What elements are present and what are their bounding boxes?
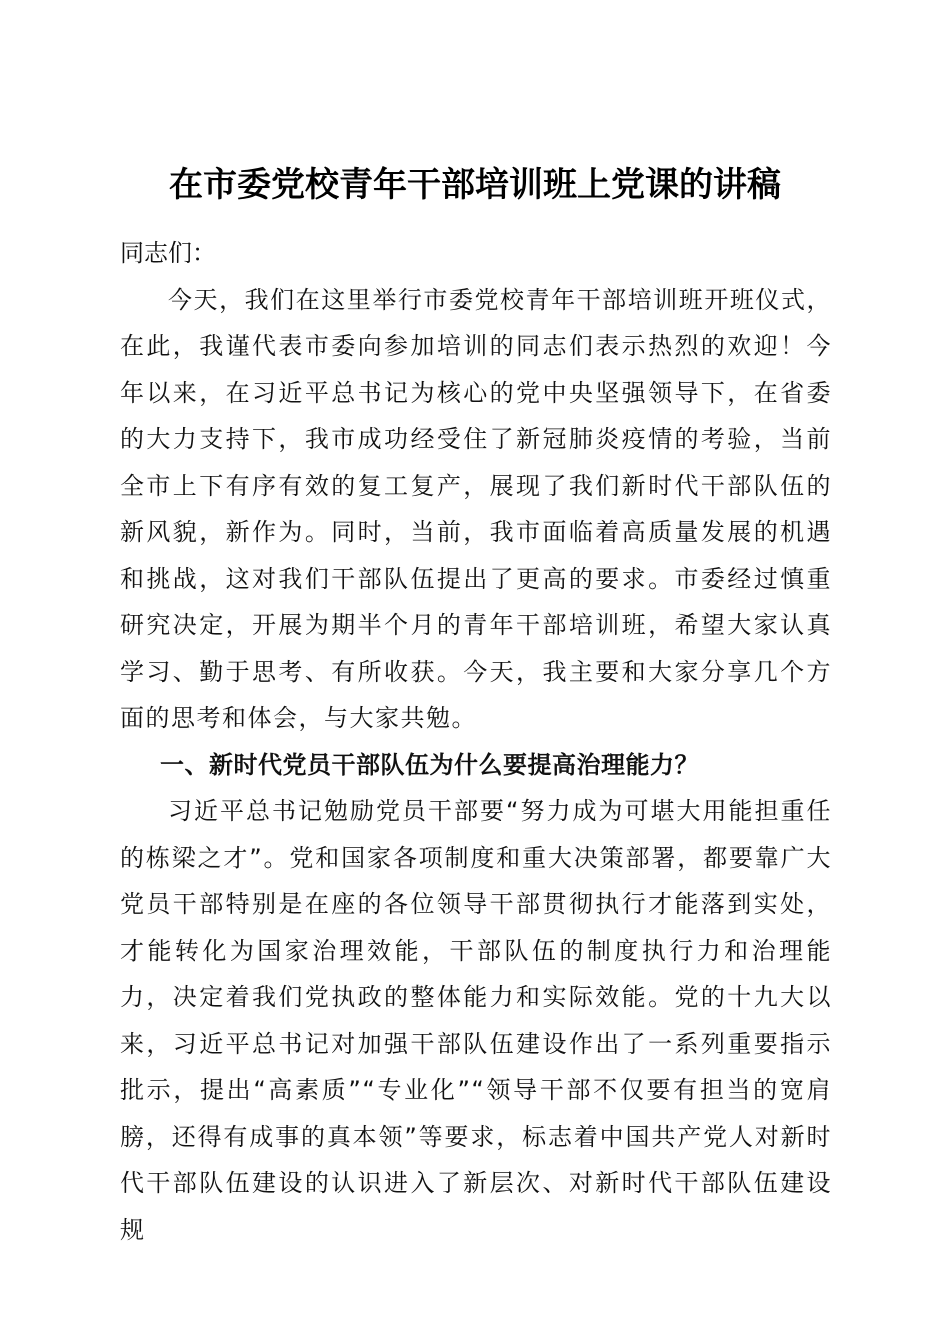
salutation: 同志们：	[120, 239, 216, 267]
section-heading: 一、新时代党员干部队伍为什么要提高治理能力？	[160, 750, 699, 779]
section-paragraph: 习近平总书记勉励党员干部要“努力成为可堪大用能担重任的栋梁之才”。党和国家各项制度和重大决策部署，都要靠广大党员干部特别是在座的各位领导干部贯彻执行才能落到实处，才能转化为国家治理效能，干部队伍的制度执行力和治理能力，决定着我们党执政的整体能力和实际效能。党的十九大以来，习近平总书记对加强干部队伍建设作出了一系列重要指示批示，提出“高素质”“专业化”“领导干部不仅要有担当的宽肩膀，还得有成事的真本领”等要求，标志着中国共产党人对新时代干部队伍建设的认识进入了新层次、对新时代干部队伍建设规	[120, 797, 832, 1244]
document-body	[120, 230, 832, 1253]
document-title: 在市委党校青年干部培训班上党课的讲稿	[169, 164, 781, 205]
intro-paragraph: 今天，我们在这里举行市委党校青年干部培训班开班仪式，在此，我谨代表市委向参加培训的同志们表示热烈的欢迎！今年以来，在习近平总书记为核心的党中央坚强领导下，在省委的大力支持下，我市成功经受住了新冠肺炎疫情的考验，当前全市上下有序有效的复工复产，展现了我们新时代干部队伍的新风貌，新作为。同时，当前，我市面临着高质量发展的机遇和挑战，这对我们干部队伍提出了更高的要求。市委经过慎重研究决定，开展为期半个月的青年干部培训班，希望大家认真学习、勤于思考、有所收获。今天，我主要和大家分享几个方面的思考和体会，与大家共勉。	[120, 285, 832, 732]
